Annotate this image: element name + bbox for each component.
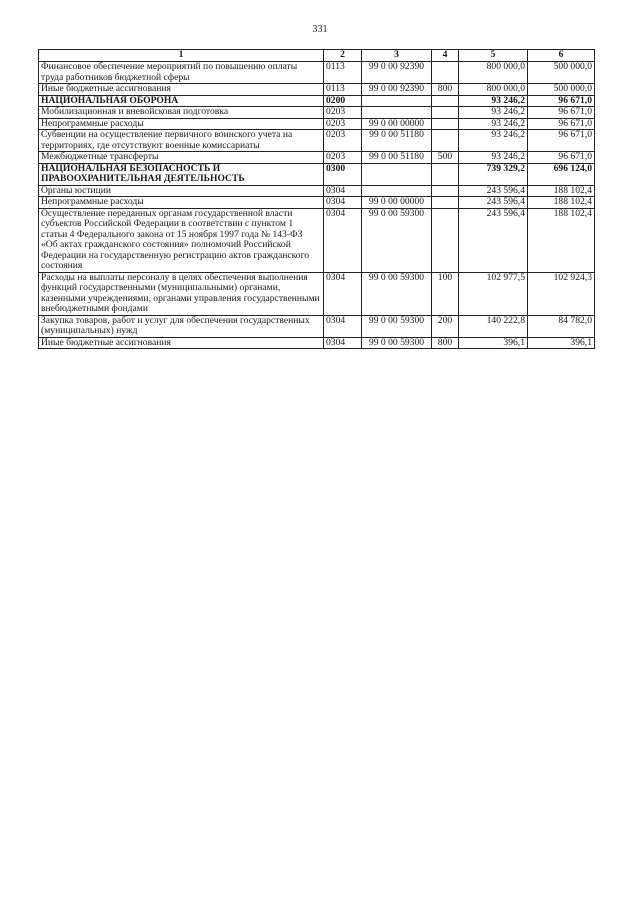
row-type xyxy=(432,118,459,130)
row-code: 99 0 00 59300 xyxy=(362,337,432,349)
row-value-6: 188 102,4 xyxy=(528,208,595,272)
row-name: Непрограммные расходы xyxy=(39,197,324,209)
header-col-5: 5 xyxy=(459,50,528,62)
table-row xyxy=(39,272,595,315)
row-type xyxy=(432,95,459,107)
row-value-6: 96 671,0 xyxy=(528,107,595,119)
row-value-6: 96 671,0 xyxy=(528,130,595,152)
table-row xyxy=(39,95,595,107)
row-name: Субвенции на осуществление первичного воинского учета на территориях, где отсутствуют военные комиссариаты xyxy=(39,130,324,152)
row-value-6: 188 102,4 xyxy=(528,197,595,209)
row-value-6: 500 000,0 xyxy=(528,62,595,84)
row-code: 99 0 00 51180 xyxy=(362,152,432,164)
table-row xyxy=(39,315,595,337)
row-value-5: 93 246,2 xyxy=(459,118,528,130)
row-section: 0304 xyxy=(324,315,362,337)
row-section: 0304 xyxy=(324,337,362,349)
header-col-1: 1 xyxy=(39,50,324,62)
row-section: 0304 xyxy=(324,272,362,315)
row-value-5: 102 977,5 xyxy=(459,272,528,315)
row-section: 0304 xyxy=(324,185,362,197)
row-type xyxy=(432,208,459,272)
table-row xyxy=(39,62,595,84)
row-name: Непрограммные расходы xyxy=(39,118,324,130)
row-type: 800 xyxy=(432,337,459,349)
header-col-2: 2 xyxy=(324,50,362,62)
row-code: 99 0 00 51180 xyxy=(362,130,432,152)
header-col-6: 6 xyxy=(528,50,595,62)
row-name: Иные бюджетные ассигнования xyxy=(39,84,324,96)
row-name: НАЦИОНАЛЬНАЯ БЕЗОПАСНОСТЬ И ПРАВООХРАНИТЕЛЬНАЯ ДЕЯТЕЛЬНОСТЬ xyxy=(39,163,324,185)
row-name: Органы юстиции xyxy=(39,185,324,197)
row-name: НАЦИОНАЛЬНАЯ ОБОРОНА xyxy=(39,95,324,107)
row-type: 200 xyxy=(432,315,459,337)
table-row xyxy=(39,107,595,119)
row-name: Иные бюджетные ассигнования xyxy=(39,337,324,349)
budget-table xyxy=(38,49,595,349)
row-section: 0304 xyxy=(324,208,362,272)
row-value-6: 188 102,4 xyxy=(528,185,595,197)
row-type: 100 xyxy=(432,272,459,315)
row-section: 0113 xyxy=(324,62,362,84)
row-value-6: 84 782,0 xyxy=(528,315,595,337)
row-code: 99 0 00 59300 xyxy=(362,272,432,315)
row-value-6: 396,1 xyxy=(528,337,595,349)
row-code xyxy=(362,95,432,107)
row-value-6: 96 671,0 xyxy=(528,118,595,130)
table-body xyxy=(39,62,595,349)
row-section: 0300 xyxy=(324,163,362,185)
table-header-row xyxy=(39,50,595,62)
row-name: Осуществление переданных органам государственной власти субъектов Российской Федерации в соответствии с пунктом 1 статьи 4 Федерального закона от 15 ноября 1997 года № 143-ФЗ «Об актах гражданского состояния» полномочий Российской Федерации на государственную регистрацию актов гражданского состояния xyxy=(39,208,324,272)
row-type: 500 xyxy=(432,152,459,164)
row-type: 800 xyxy=(432,84,459,96)
row-value-5: 739 329,2 xyxy=(459,163,528,185)
row-value-5: 800 000,0 xyxy=(459,84,528,96)
row-value-5: 93 246,2 xyxy=(459,130,528,152)
row-value-6: 96 671,0 xyxy=(528,152,595,164)
row-value-6: 500 000,0 xyxy=(528,84,595,96)
row-code xyxy=(362,163,432,185)
row-type xyxy=(432,62,459,84)
row-type xyxy=(432,107,459,119)
row-name: Межбюджетные трансферты xyxy=(39,152,324,164)
row-value-5: 243 596,4 xyxy=(459,197,528,209)
table-row xyxy=(39,84,595,96)
row-value-5: 243 596,4 xyxy=(459,185,528,197)
row-value-6: 696 124,0 xyxy=(528,163,595,185)
row-section: 0203 xyxy=(324,130,362,152)
row-code: 99 0 00 92390 xyxy=(362,84,432,96)
row-code xyxy=(362,185,432,197)
row-type xyxy=(432,197,459,209)
row-code: 99 0 00 00000 xyxy=(362,118,432,130)
row-name: Мобилизационная и вневойсковая подготовка xyxy=(39,107,324,119)
row-code xyxy=(362,107,432,119)
row-name: Финансовое обеспечение мероприятий по повышению оплаты труда работников бюджетной сферы xyxy=(39,62,324,84)
row-value-5: 93 246,2 xyxy=(459,95,528,107)
row-code: 99 0 00 00000 xyxy=(362,197,432,209)
row-code: 99 0 00 92390 xyxy=(362,62,432,84)
row-value-5: 800 000,0 xyxy=(459,62,528,84)
row-code: 99 0 00 59300 xyxy=(362,208,432,272)
table-row xyxy=(39,130,595,152)
row-type xyxy=(432,163,459,185)
row-value-5: 140 222,8 xyxy=(459,315,528,337)
row-value-5: 396,1 xyxy=(459,337,528,349)
row-section: 0200 xyxy=(324,95,362,107)
table-row xyxy=(39,197,595,209)
row-section: 0304 xyxy=(324,197,362,209)
row-value-5: 93 246,2 xyxy=(459,107,528,119)
row-name: Закупка товаров, работ и услуг для обеспечения государственных (муниципальных) нужд xyxy=(39,315,324,337)
row-section: 0203 xyxy=(324,152,362,164)
row-value-6: 96 671,0 xyxy=(528,95,595,107)
table-row xyxy=(39,152,595,164)
table-row xyxy=(39,185,595,197)
row-code: 99 0 00 59300 xyxy=(362,315,432,337)
row-name: Расходы на выплаты персоналу в целях обеспечения выполнения функций государственными (муниципальными) органами, казенными учреждениями, органами управления государственными внебюджетными фондами xyxy=(39,272,324,315)
row-section: 0113 xyxy=(324,84,362,96)
table-row xyxy=(39,208,595,272)
table-row xyxy=(39,118,595,130)
row-value-6: 102 924,3 xyxy=(528,272,595,315)
page-number: 331 xyxy=(312,24,328,35)
header-col-3: 3 xyxy=(362,50,432,62)
row-section: 0203 xyxy=(324,118,362,130)
row-type xyxy=(432,130,459,152)
header-col-4: 4 xyxy=(432,50,459,62)
row-value-5: 93 246,2 xyxy=(459,152,528,164)
row-type xyxy=(432,185,459,197)
row-section: 0203 xyxy=(324,107,362,119)
row-value-5: 243 596,4 xyxy=(459,208,528,272)
table-row xyxy=(39,163,595,185)
table-row xyxy=(39,337,595,349)
